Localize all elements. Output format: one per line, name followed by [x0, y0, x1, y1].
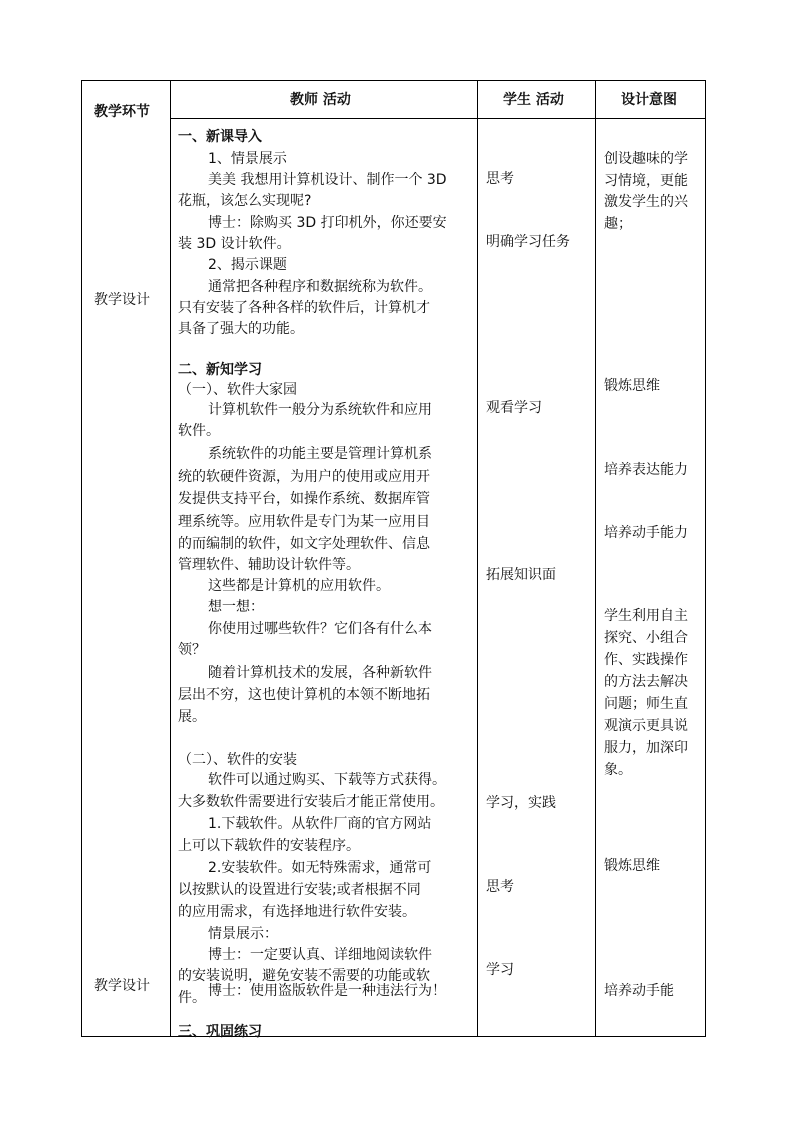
design-intent-line: 问题；师生直 [604, 696, 688, 712]
section-heading: 三、巩固练习 [178, 1024, 262, 1040]
design-intent-line: 锻炼思维 [604, 858, 660, 874]
teacher-text-line: 层出不穷，这也使计算机的本领不断地拓 [178, 687, 430, 703]
student-activity: 思考 [486, 171, 514, 187]
design-intent-line: 培养表达能力 [604, 462, 688, 478]
student-activity: 学习 [486, 962, 514, 978]
teacher-text-line: 博士：除购买 3D 打印机外，你还要安 [208, 215, 447, 231]
teacher-text-line: 计算机软件一般分为系统软件和应用 [208, 402, 432, 418]
teacher-text-line: 具备了强大的功能。 [178, 321, 304, 337]
teacher-text-line: 装 3D 设计软件。 [178, 236, 291, 252]
section-heading: 一、新课导入 [178, 129, 262, 145]
header-student-activity: 学生 活动 [503, 92, 564, 108]
section-heading: 二、新知学习 [178, 362, 262, 378]
design-intent-line: 探究、小组合 [604, 630, 688, 646]
teacher-text-line: 上可以下载软件的安装程序。 [178, 838, 360, 854]
design-intent-line: 创设趣味的学 [604, 151, 688, 167]
subsection-heading: （二）、软件的安装 [178, 752, 297, 768]
student-activity: 拓展知识面 [486, 567, 556, 583]
teacher-text-line: 通常把各种程序和数据统称为软件。 [208, 279, 432, 295]
design-intent-line: 的方法去解决 [604, 674, 688, 690]
teacher-text-line: 2、揭示课题 [208, 257, 287, 273]
column-divider [170, 81, 171, 1036]
teacher-text-line: 随着计算机技术的发展，各种新软件 [208, 665, 432, 681]
header-divider [170, 118, 705, 119]
teacher-text-line: 管理软件、辅助设计软件等。 [178, 557, 360, 573]
teacher-text-line: 情景展示： [208, 926, 278, 942]
column-divider [595, 81, 596, 1036]
teacher-text-line: 系统软件的功能主要是管理计算机系 [208, 446, 432, 462]
student-activity: 学习，实践 [486, 795, 556, 811]
design-intent-line: 观演示更具说 [604, 718, 688, 734]
teacher-text-line: 2.安装软件。如无特殊需求，通常可 [208, 860, 432, 876]
teacher-text-line: 只有安装了各种各样的软件后，计算机才 [178, 300, 430, 316]
teacher-text-line: 大多数软件需要进行安装后才能正常使用。 [178, 794, 444, 810]
teacher-text-line: 1.下载软件。从软件厂商的官方网站 [208, 816, 432, 832]
design-intent-line: 习情境，更能 [604, 173, 688, 189]
header-step: 教学环节 [94, 104, 150, 120]
design-intent-line: 趣； [604, 216, 632, 232]
teacher-text-line: 软件可以通过购买、下载等方式获得。 [208, 772, 446, 788]
header-teacher-activity: 教师 活动 [290, 92, 351, 108]
step-label: 教学设计 [94, 292, 150, 308]
design-intent-line: 激发学生的兴 [604, 194, 688, 210]
lesson-plan-table [81, 80, 706, 1040]
teacher-text-line: 展。 [178, 709, 206, 725]
teacher-text-line: 的而编制的软件，如文字处理软件、信息 [178, 536, 430, 552]
column-divider [477, 81, 478, 1036]
teacher-text-line: 博士：一定要认真、详细地阅读软件 [208, 947, 432, 963]
teacher-text-line: 想一想： [208, 599, 264, 615]
teacher-text-line: 花瓶，该怎么实现呢? [178, 193, 312, 209]
subsection-heading: （一）、软件大家园 [178, 382, 297, 398]
teacher-text-line: 博士：使用盗版软件是一种违法行为！ [208, 983, 446, 999]
teacher-text-line: 的应用需求，有选择地进行软件安装。 [178, 904, 416, 920]
design-intent-line: 学生利用自主 [604, 608, 688, 624]
design-intent-line: 培养动手能力 [604, 525, 688, 541]
student-activity: 思考 [486, 879, 514, 895]
teacher-text-line: 领？ [178, 642, 206, 658]
teacher-text-line: 这些都是计算机的应用软件。 [208, 578, 390, 594]
teacher-text-line: 以按默认的设置进行安装;或者根据不同 [178, 882, 421, 898]
student-activity: 明确学习任务 [486, 234, 570, 250]
teacher-text-line: 你使用过哪些软件？它们各有什么本 [208, 621, 432, 637]
teacher-text-line: 1、情景展示 [208, 151, 287, 167]
header-design-intent: 设计意图 [621, 92, 677, 108]
teacher-text-line: 美美 我想用计算机设计、制作一个 3D [208, 172, 447, 188]
design-intent-line: 服力，加深印 [604, 740, 688, 756]
teacher-text-line: 理系统等。应用软件是专门为某一应用目 [178, 514, 430, 530]
teacher-text-line: 统的软硬件资源，为用户的使用或应用开 [178, 469, 430, 485]
teacher-text-line: 的安装说明，避免安装不需要的功能或软 [178, 968, 430, 984]
design-intent-line: 象。 [604, 762, 632, 778]
step-label: 教学设计 [94, 978, 150, 994]
design-intent-line: 锻炼思维 [604, 378, 660, 394]
teacher-text-line: 件。 [178, 990, 206, 1006]
design-intent-line: 培养动手能 [604, 983, 674, 999]
student-activity: 观看学习 [486, 400, 542, 416]
teacher-text-line: 发提供支持平台，如操作系统、数据库管 [178, 491, 430, 507]
teacher-text-line: 软件。 [178, 423, 220, 439]
design-intent-line: 作、实践操作 [604, 652, 688, 668]
